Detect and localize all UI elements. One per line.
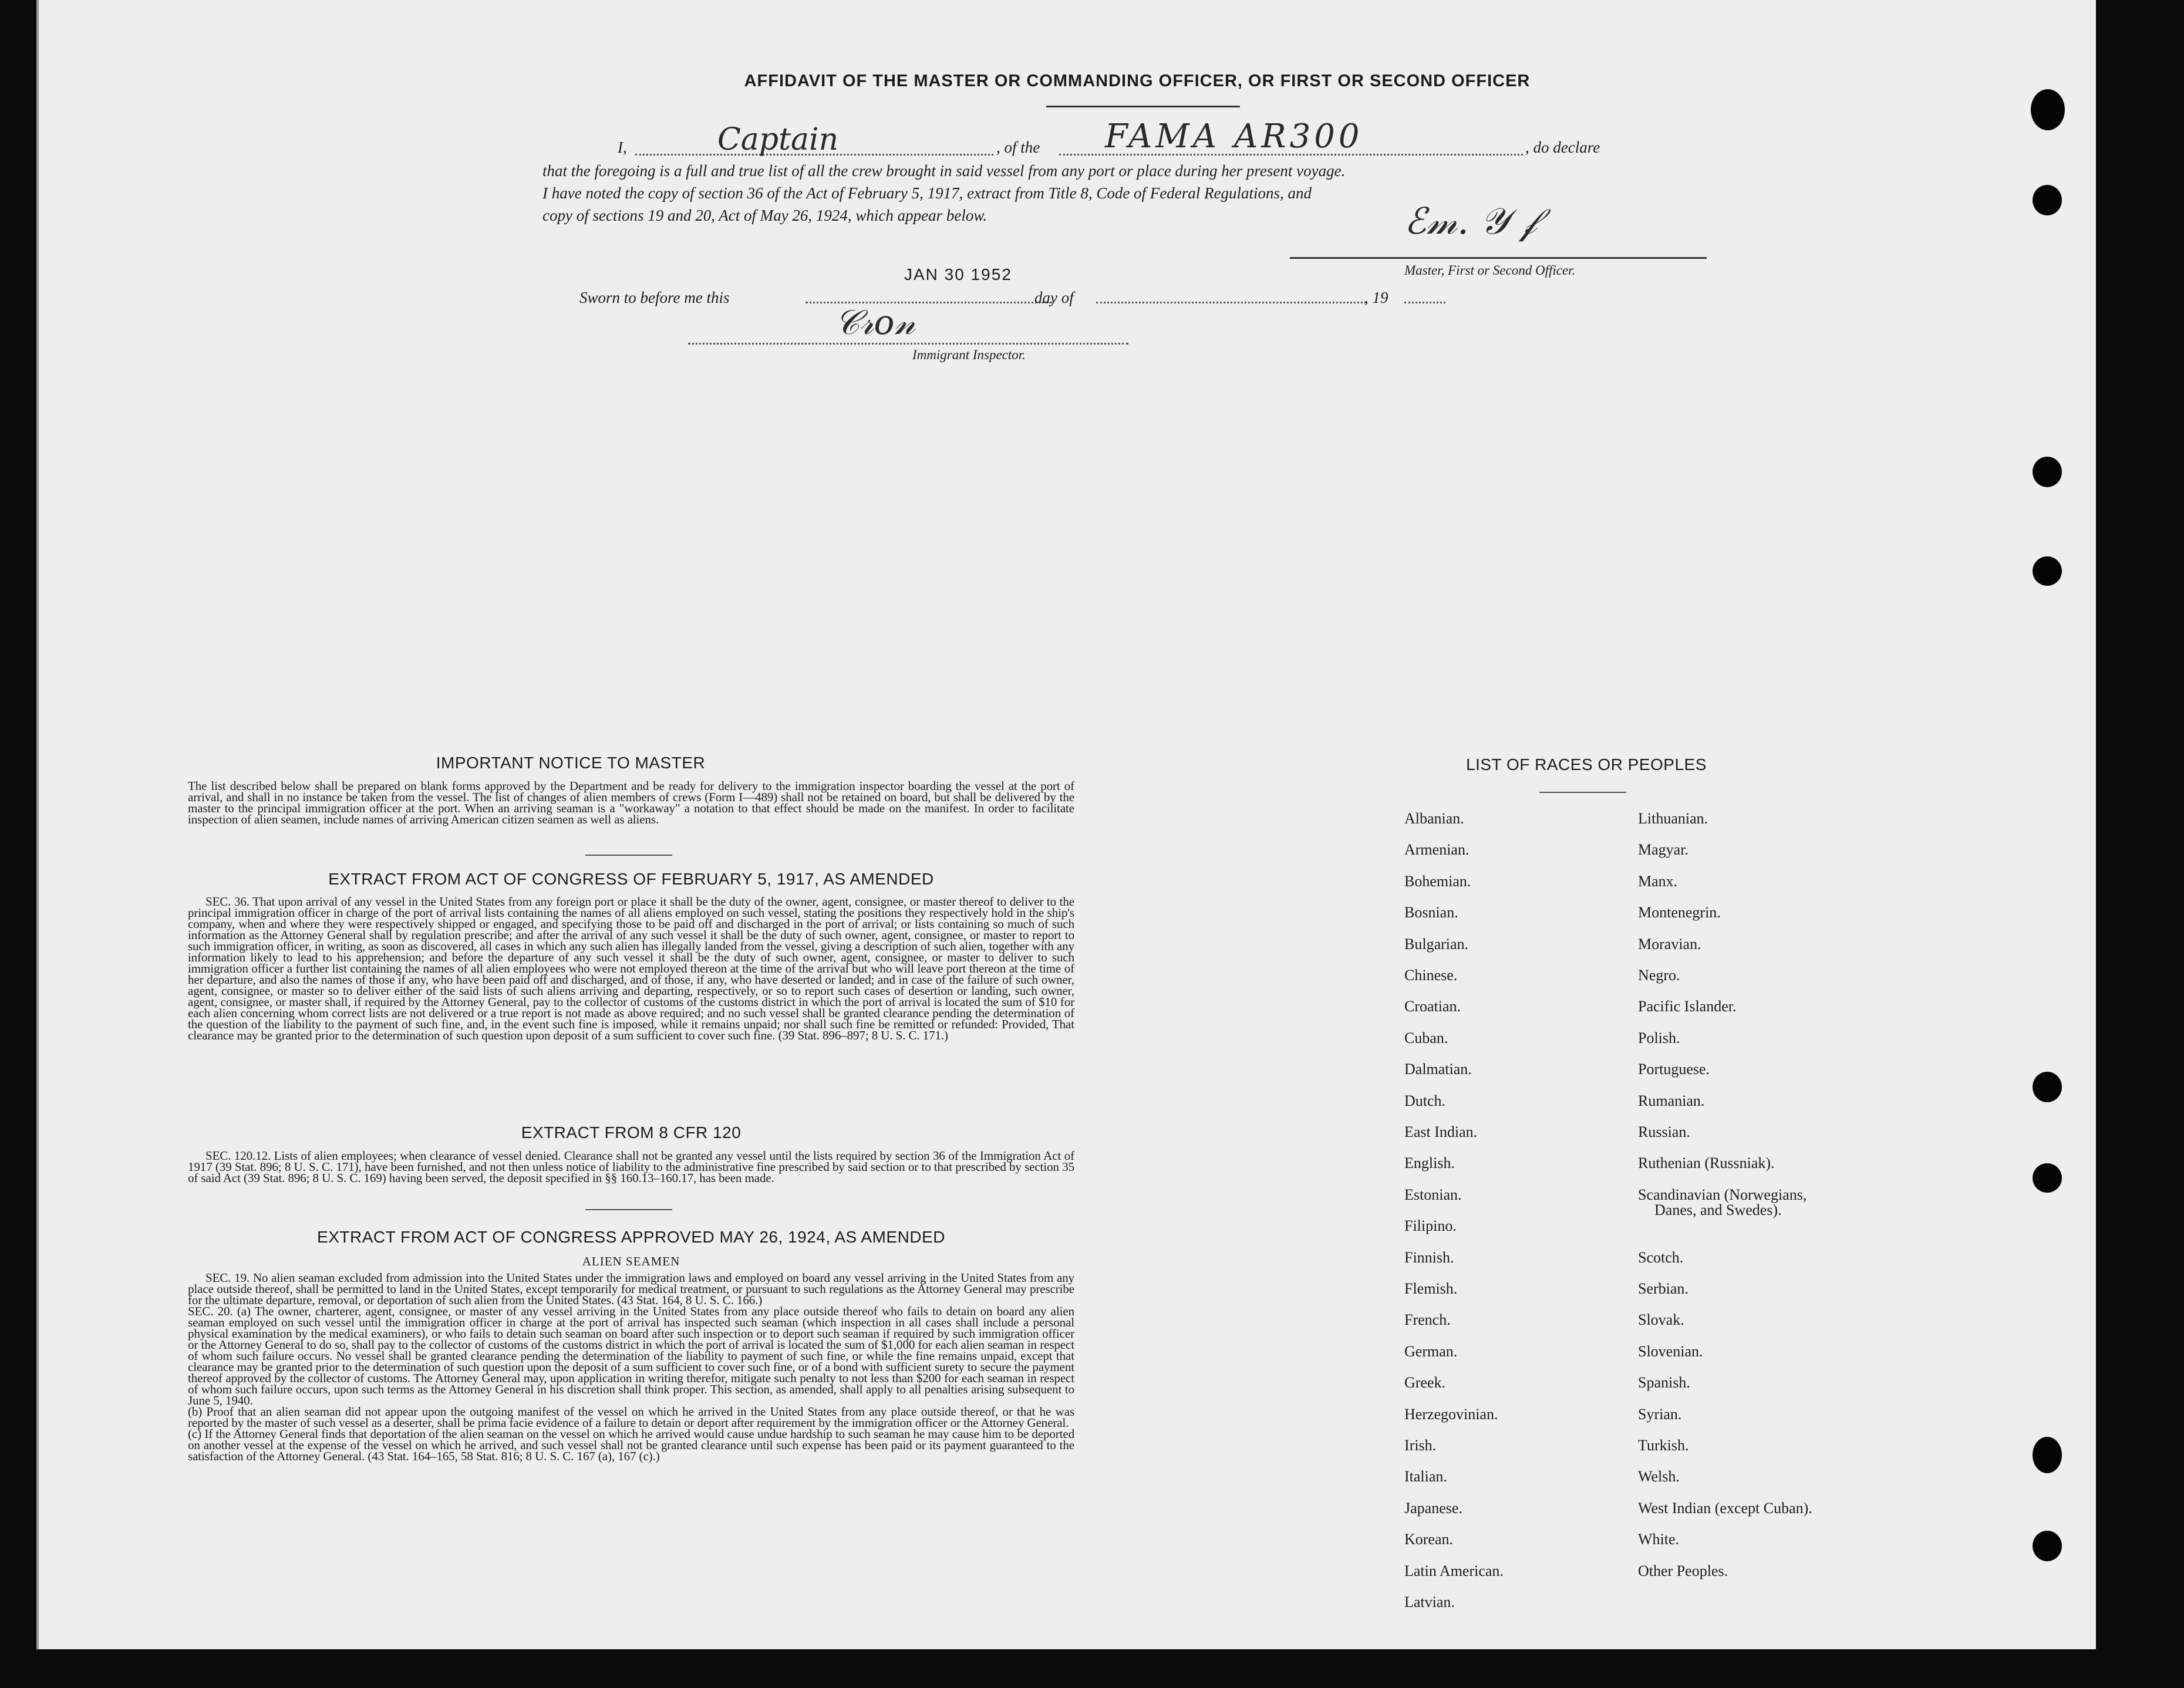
- race-item: Other Peoples.: [1638, 1562, 1728, 1579]
- extract-cfr-text: SEC. 120.12. Lists of alien employees; when clearance of vessel denied. Clearance shall not be granted any vessel until the lists required by section 36 of the Immigration Act of 1917 (39 Stat. 896; 8 U. S. C. 171), have been furnished, and not then unless notice of liability to the administrative fine prescribed by said section or to that prescribed by section 35 of said Act (39 Stat. 896; 8 U. S. C. 169) having been served, the deposit specified in §§ 160.13–160.17, has been made.: [188, 1149, 1074, 1185]
- race-item: Rumanian.: [1638, 1092, 1705, 1109]
- inspector-caption: Immigrant Inspector.: [912, 347, 1026, 362]
- affidavit-body: [542, 160, 1723, 227]
- race-item: Welsh.: [1638, 1468, 1680, 1486]
- race-item: Slovenian.: [1638, 1342, 1703, 1360]
- race-item: Portuguese.: [1638, 1061, 1710, 1078]
- race-item: Manx.: [1638, 872, 1678, 890]
- races-title: LIST OF RACES OR PEOPLES: [1466, 755, 1707, 774]
- year-line: [1404, 302, 1445, 303]
- sworn-label: Sworn to before me this: [579, 289, 730, 306]
- race-item: Estonian.: [1404, 1186, 1462, 1203]
- race-item: Irish.: [1404, 1437, 1437, 1454]
- notice-text: The list described below shall be prepared on blank forms approved by the Department and be ready for delivery to the immigration inspector boarding the vessel at the port of arrival, and shall in no instance be taken from the vessel. The list of changes of alien members of crews (Form I—489) shall not be retained on board, but shall be delivered by the master to the principal immigration officer at the port. When an arriving seaman is a "workaway" a notation to that effect should be made on the manifest. In order to facilitate inspection of alien seamen, include names of arriving American citizen seamen as well as aliens.: [188, 779, 1074, 826]
- document-page: [36, 0, 2096, 1649]
- punch-hole: [2033, 556, 2062, 586]
- divider: [585, 855, 672, 856]
- race-item: Bosnian.: [1404, 904, 1458, 921]
- month-line: [1096, 302, 1366, 303]
- race-item: Spanish.: [1638, 1374, 1690, 1392]
- race-item: French.: [1404, 1311, 1451, 1329]
- race-item: Moravian.: [1638, 935, 1701, 953]
- race-item: Finnish.: [1404, 1248, 1454, 1266]
- race-item: Italian.: [1404, 1468, 1447, 1486]
- punch-hole: [2033, 1437, 2062, 1473]
- race-item: Bohemian.: [1404, 872, 1471, 890]
- race-item: Dalmatian.: [1404, 1061, 1472, 1078]
- race-item: East Indian.: [1404, 1123, 1478, 1140]
- race-item: White.: [1638, 1531, 1680, 1548]
- punch-hole: [2033, 185, 2062, 215]
- race-item: Russian.: [1638, 1123, 1690, 1140]
- race-item: Dutch.: [1404, 1092, 1446, 1109]
- officer-signature-caption: Master, First or Second Officer.: [1404, 263, 1576, 278]
- race-item: Korean.: [1404, 1531, 1454, 1548]
- divider: [585, 1209, 672, 1210]
- notice-title: IMPORTANT NOTICE TO MASTER: [436, 754, 706, 772]
- extract-cfr-title: EXTRACT FROM 8 CFR 120: [521, 1123, 742, 1142]
- race-item: German.: [1404, 1342, 1458, 1360]
- i-label: I,: [618, 139, 627, 156]
- of-the-label: , of the: [996, 139, 1040, 156]
- officer-signature-line: [1290, 257, 1707, 259]
- vessel-handwriting: FAMA AR300: [1105, 117, 1363, 156]
- race-item: Latvian.: [1404, 1594, 1455, 1611]
- punch-hole: [2031, 89, 2065, 130]
- day-of-label: day of: [1034, 289, 1074, 306]
- title-underline: [1046, 106, 1240, 107]
- race-item: Croatian.: [1404, 998, 1461, 1015]
- race-item: Montenegrin.: [1638, 904, 1721, 921]
- race-item: Armenian.: [1404, 841, 1470, 859]
- race-item: Serbian.: [1638, 1280, 1688, 1297]
- race-item: Pacific Islander.: [1638, 998, 1737, 1015]
- extract-1917-text: SEC. 36. That upon arrival of any vessel in the United States from any foreign port or place it shall be the duty of the owner, agent, consignee, or master thereof to deliver to the principal immigration officer in charge of the port of arrival lists containing the names of all aliens employed on such vessel, stating the positions they respectively hold in the ship's company, when and where they were respectively shipped or engaged, and specifying those to be paid off and discharged in the port of arrival; or lists containing so much of such information as the Attorney General shall by regulation prescribe; and after the arrival of any such vessel it shall be the duty of such owner, agent, consignee, or master to report to such immigration officer, in writing, as soon as discovered, all cases in which any such alien has illegally landed from the vessel, giving a description of such alien, together with any information likely to lead to his apprehension; and before the departure of any such vessel it shall be the duty of such owner, agent, consignee, or master to deliver to such immigration officer a further list containing the names of all alien employees who were not employed thereon at the time of the arrival but who will leave port thereon at the time of her departure, and also the names of those if any, who have been paid off and discharged, and of those, if any, who have deserted or landed; and in case of the failure of such owner, agent, consignee, or master so to deliver either of the said lists of such aliens arriving and departing, respectively, or so to report such cases of desertion or landing, such owner, agent, consignee, or master shall, if required by the Attorney General, pay to the collector of customs of the customs district in which the port of arrival is located the sum of $10 for each alien concerning whom correct lists are not delivered or a true report is not made as above required; and no such vessel shall be granted clearance pending the determination of the question of the liability to the payment of such fine, and, in the event such fine is imposed, while it remains unpaid; nor shall such fine be remitted or refunded: Provided, That clearance may be granted prior to the determination of such question upon deposit of a sum sufficient to cover such fine. (39 Stat. 896–897; 8 U. S. C. 171.): [188, 894, 1074, 1042]
- race-item: Filipino.: [1404, 1217, 1457, 1235]
- race-item: Slovak.: [1638, 1311, 1684, 1329]
- race-item: Magyar.: [1638, 841, 1688, 859]
- name-handwriting: Captain: [717, 122, 839, 157]
- race-item: Turkish.: [1638, 1437, 1689, 1454]
- punch-hole: [2033, 1072, 2062, 1102]
- race-item: Herzegovinian.: [1404, 1405, 1498, 1423]
- race-item: English.: [1404, 1154, 1455, 1172]
- affidavit-line4: copy of sections 19 and 20, Act of May 26, 1924, which appear below.: [542, 207, 987, 224]
- affidavit-title: AFFIDAVIT OF THE MASTER OR COMMANDING OFFICER, OR FIRST OR SECOND OFFICER: [744, 72, 1531, 90]
- extract-1917-title: EXTRACT FROM ACT OF CONGRESS OF FEBRUARY 5, 1917, AS AMENDED: [328, 870, 934, 888]
- punch-hole: [2033, 1163, 2062, 1193]
- officer-signature: ℰ𝓂. 𝒴 𝒻: [1404, 200, 1537, 242]
- page-edge: [36, 0, 39, 1649]
- inspector-signature-line: [688, 343, 1128, 345]
- extract-1924-text: SEC. 19. No alien seaman excluded from admission into the United States under the immigration laws and employed on board any vessel arriving in the United States from any place outside thereof, shall be permitted to land in the United States, except temporarily for medical treatment, or pursuant to such regulations as the Attorney General may prescribe for the ultimate departure, removal, or deportation of such alien from the United States. (43 Stat. 164, 8 U. S. C. 166.) SEC. 20. (a) The owner, charterer, agent, consignee, or master of any vessel arriving in the United States from any place outside thereof who fails to detain on board any alien seaman employed on such vessel until the immigration officer in charge at the port of arrival has inspected such seaman (which inspection in all cases shall include a personal physical examination by the medical examiners), or who fails to detain such seaman on board after such inspection or to deport such seaman if required by such immigration officer or the Attorney General to do so, shall pay to the collector of customs of the customs district in which the port of arrival is located the sum of $1,000 for each alien seaman in respect of whom such failure occurs. No vessel shall be granted clearance pending the determination of the liability to payment of such fine, or while the fine remains unpaid, except that clearance may be granted prior to the determination of such question upon the deposit of a sum sufficient to cover such fine, or of a bond with sufficient surety to secure the payment thereof approved by the collector of customs. The Attorney General may, upon application in writing therefor, mitigate such penalty to not less than $200 for each seaman in respect of whom such failure occurs, upon such terms as the Attorney General in his discretion shall think proper. This section, as amended, shall apply to all penalties arising subsequent to June 5, 1940. (b) Proof that an alien seaman did not appear upon the outgoing manifest of the vessel on which he arrived in the United States from any place outside thereof, or that he was reported by the master of such vessel as a deserter, shall be prima facie evidence of a failure to detain or deport after requirement by the immigration officer or the Attorney General. (c) If the Attorney General finds that deportation of the alien seaman on the vessel on which he arrived would cause undue hardship to such seaman he may cause him to be deported on another vessel at the expense of the vessel on which he arrived, and such vessel shall not be granted clearance until such expense has been paid or its payment guaranteed to the satisfaction of the Attorney General. (43 Stat. 164–165, 58 Stat. 816; 8 U. S. C. 167 (a), 167 (c).): [188, 1271, 1074, 1463]
- race-item: Negro.: [1638, 967, 1680, 984]
- punch-hole: [2033, 1531, 2062, 1561]
- race-item: Latin American.: [1404, 1562, 1504, 1579]
- race-item: Flemish.: [1404, 1280, 1458, 1297]
- date-stamp: JAN 30 1952: [904, 265, 1012, 283]
- punch-hole: [2033, 457, 2062, 487]
- race-item: Chinese.: [1404, 967, 1458, 984]
- race-item: Albanian.: [1404, 810, 1464, 827]
- affidavit-line2: that the foregoing is a full and true list of all the crew brought in said vessel from any port or place during her present voyage.: [542, 162, 1346, 180]
- race-item: Danes, and Swedes).: [1654, 1201, 1782, 1218]
- affidavit-line3: I have noted the copy of section 36 of the Act of February 5, 1917, extract from Title 8, Code of Federal Regulations, and: [542, 184, 1312, 202]
- divider: [1539, 792, 1626, 793]
- year-label: , 19: [1364, 289, 1388, 306]
- race-item: Scandinavian (Norwegians,: [1638, 1186, 1807, 1203]
- race-item: Japanese.: [1404, 1499, 1462, 1517]
- race-item: Bulgarian.: [1404, 935, 1469, 953]
- race-item: Syrian.: [1638, 1405, 1682, 1423]
- affidavit-line1: [547, 117, 1727, 157]
- race-item: Cuban.: [1404, 1029, 1448, 1046]
- do-declare-label: , do declare: [1525, 139, 1600, 156]
- race-item: Polish.: [1638, 1029, 1680, 1046]
- race-item: Greek.: [1404, 1374, 1446, 1392]
- race-item: Lithuanian.: [1638, 810, 1708, 827]
- race-item: Scotch.: [1638, 1248, 1684, 1266]
- extract-1924-subtitle: ALIEN SEAMEN: [582, 1254, 680, 1268]
- inspector-signature: 𝒞𝓇𝑜𝓃: [835, 302, 916, 342]
- extract-1924-title: EXTRACT FROM ACT OF CONGRESS APPROVED MAY 26, 1924, AS AMENDED: [317, 1228, 945, 1246]
- race-item: Ruthenian (Russniak).: [1638, 1154, 1775, 1172]
- race-item: West Indian (except Cuban).: [1638, 1499, 1812, 1517]
